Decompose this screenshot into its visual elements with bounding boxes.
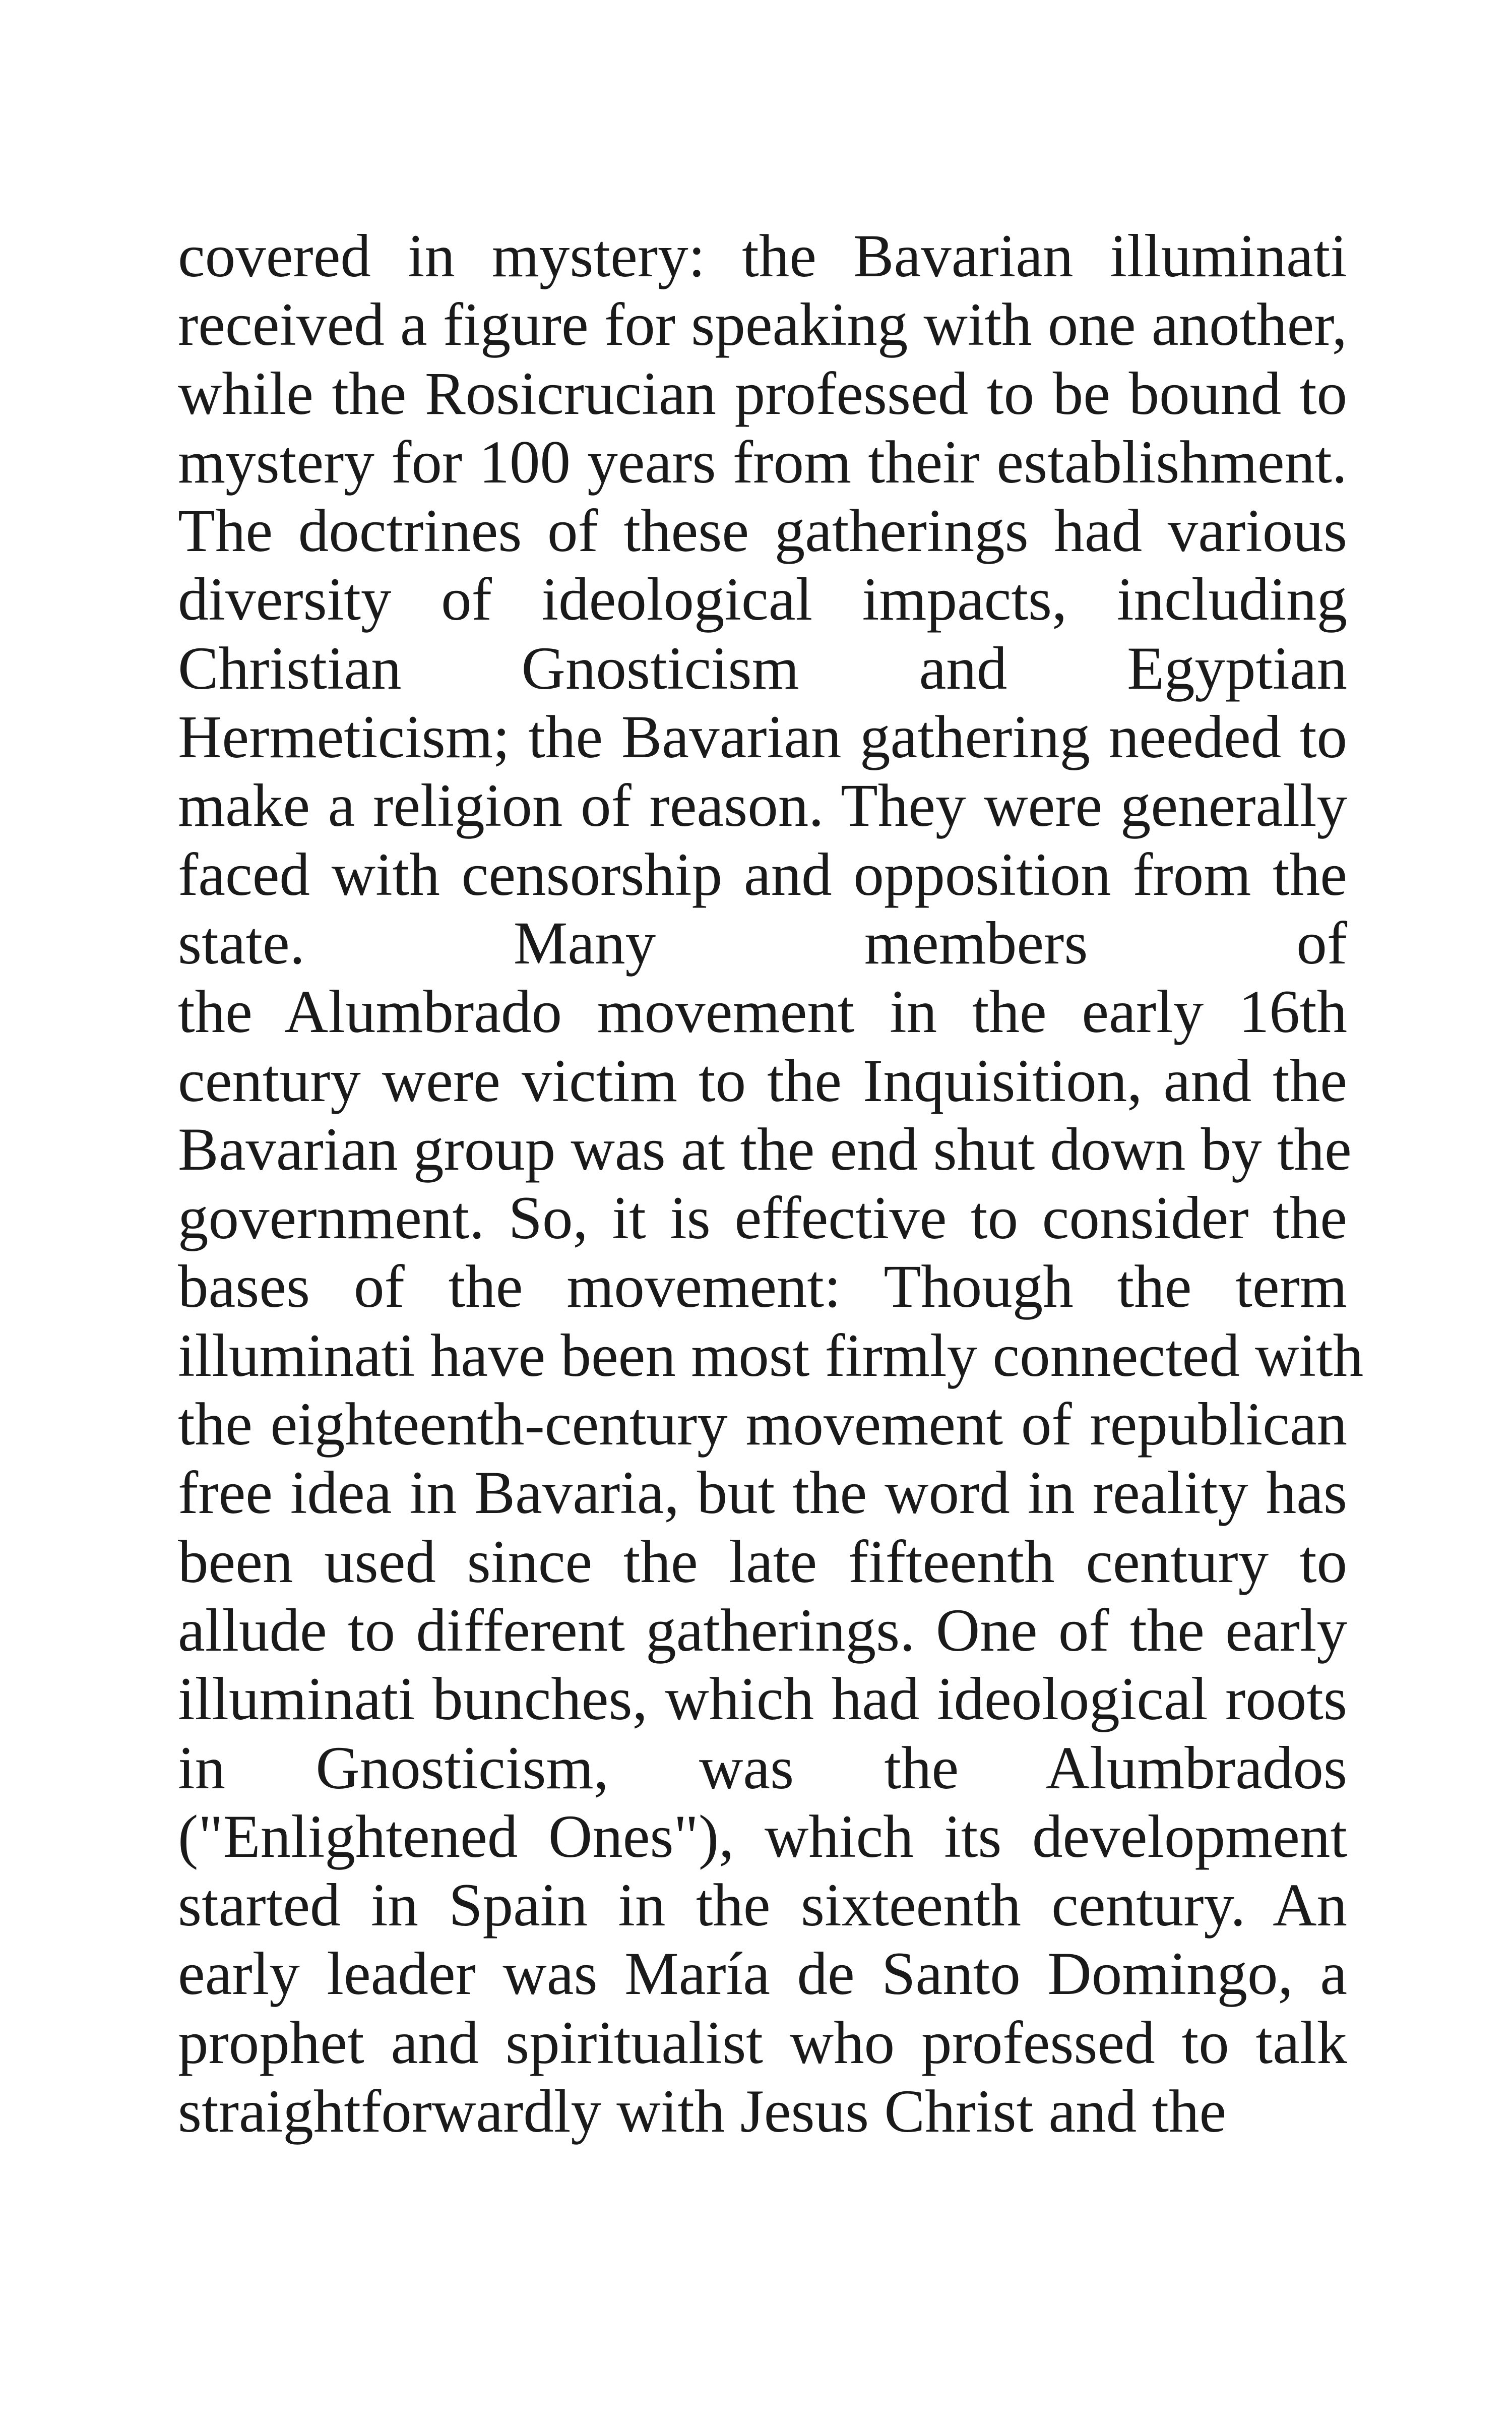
text-line: faced with censorship and opposition from the xyxy=(178,840,1347,909)
text-line: early leader was María de Santo Domingo, a xyxy=(178,1940,1347,2008)
text-line: mystery for 100 years from their establishment. xyxy=(178,428,1347,496)
text-line: allude to different gatherings. One of the early xyxy=(178,1596,1347,1664)
text-line: covered in mystery: the Bavarian illuminati xyxy=(178,222,1347,290)
text-line: the eighteenth-century movement of republican xyxy=(178,1390,1347,1459)
text-line: started in Spain in the sixteenth century. An xyxy=(178,1871,1347,1940)
text-line: while the Rosicrucian professed to be bound to xyxy=(178,359,1347,428)
text-line: in Gnosticism, was the Alumbrados xyxy=(178,1734,1347,1802)
text-line: prophet and spiritualist who professed to talk xyxy=(178,2009,1347,2077)
text-line: free idea in Bavaria, but the word in reality has xyxy=(178,1459,1347,1527)
text-line: received a figure for speaking with one another, xyxy=(178,291,1347,359)
text-line: illuminati have been most firmly connected with xyxy=(178,1321,1364,1389)
text-line: illuminati bunches, which had ideological roots xyxy=(178,1665,1347,1733)
text-line: been used since the late fifteenth century to xyxy=(178,1528,1347,1596)
text-line: The doctrines of these gatherings had various xyxy=(178,497,1347,565)
text-line: bases of the movement: Though the term xyxy=(178,1253,1347,1321)
text-line: state. Many members of xyxy=(178,909,1347,977)
text-line: the Alumbrado movement in the early 16th xyxy=(178,978,1347,1046)
text-line: Bavarian group was at the end shut down by the xyxy=(178,1115,1352,1183)
text-line: diversity of ideological impacts, including xyxy=(178,566,1347,634)
text-line: government. So, it is effective to consider the xyxy=(178,1184,1347,1252)
text-line: Christian Gnosticism and Egyptian xyxy=(178,634,1347,702)
text-line: ("Enlightened Ones"), which its development xyxy=(178,1802,1347,1870)
text-line: make a religion of reason. They were generally xyxy=(178,772,1347,840)
body-text xyxy=(178,222,1364,2146)
text-line: Hermeticism; the Bavarian gathering needed to xyxy=(178,703,1347,771)
text-line: straightforwardly with Jesus Christ and the xyxy=(178,2078,1227,2146)
text-line: century were victim to the Inquisition, and the xyxy=(178,1047,1347,1115)
